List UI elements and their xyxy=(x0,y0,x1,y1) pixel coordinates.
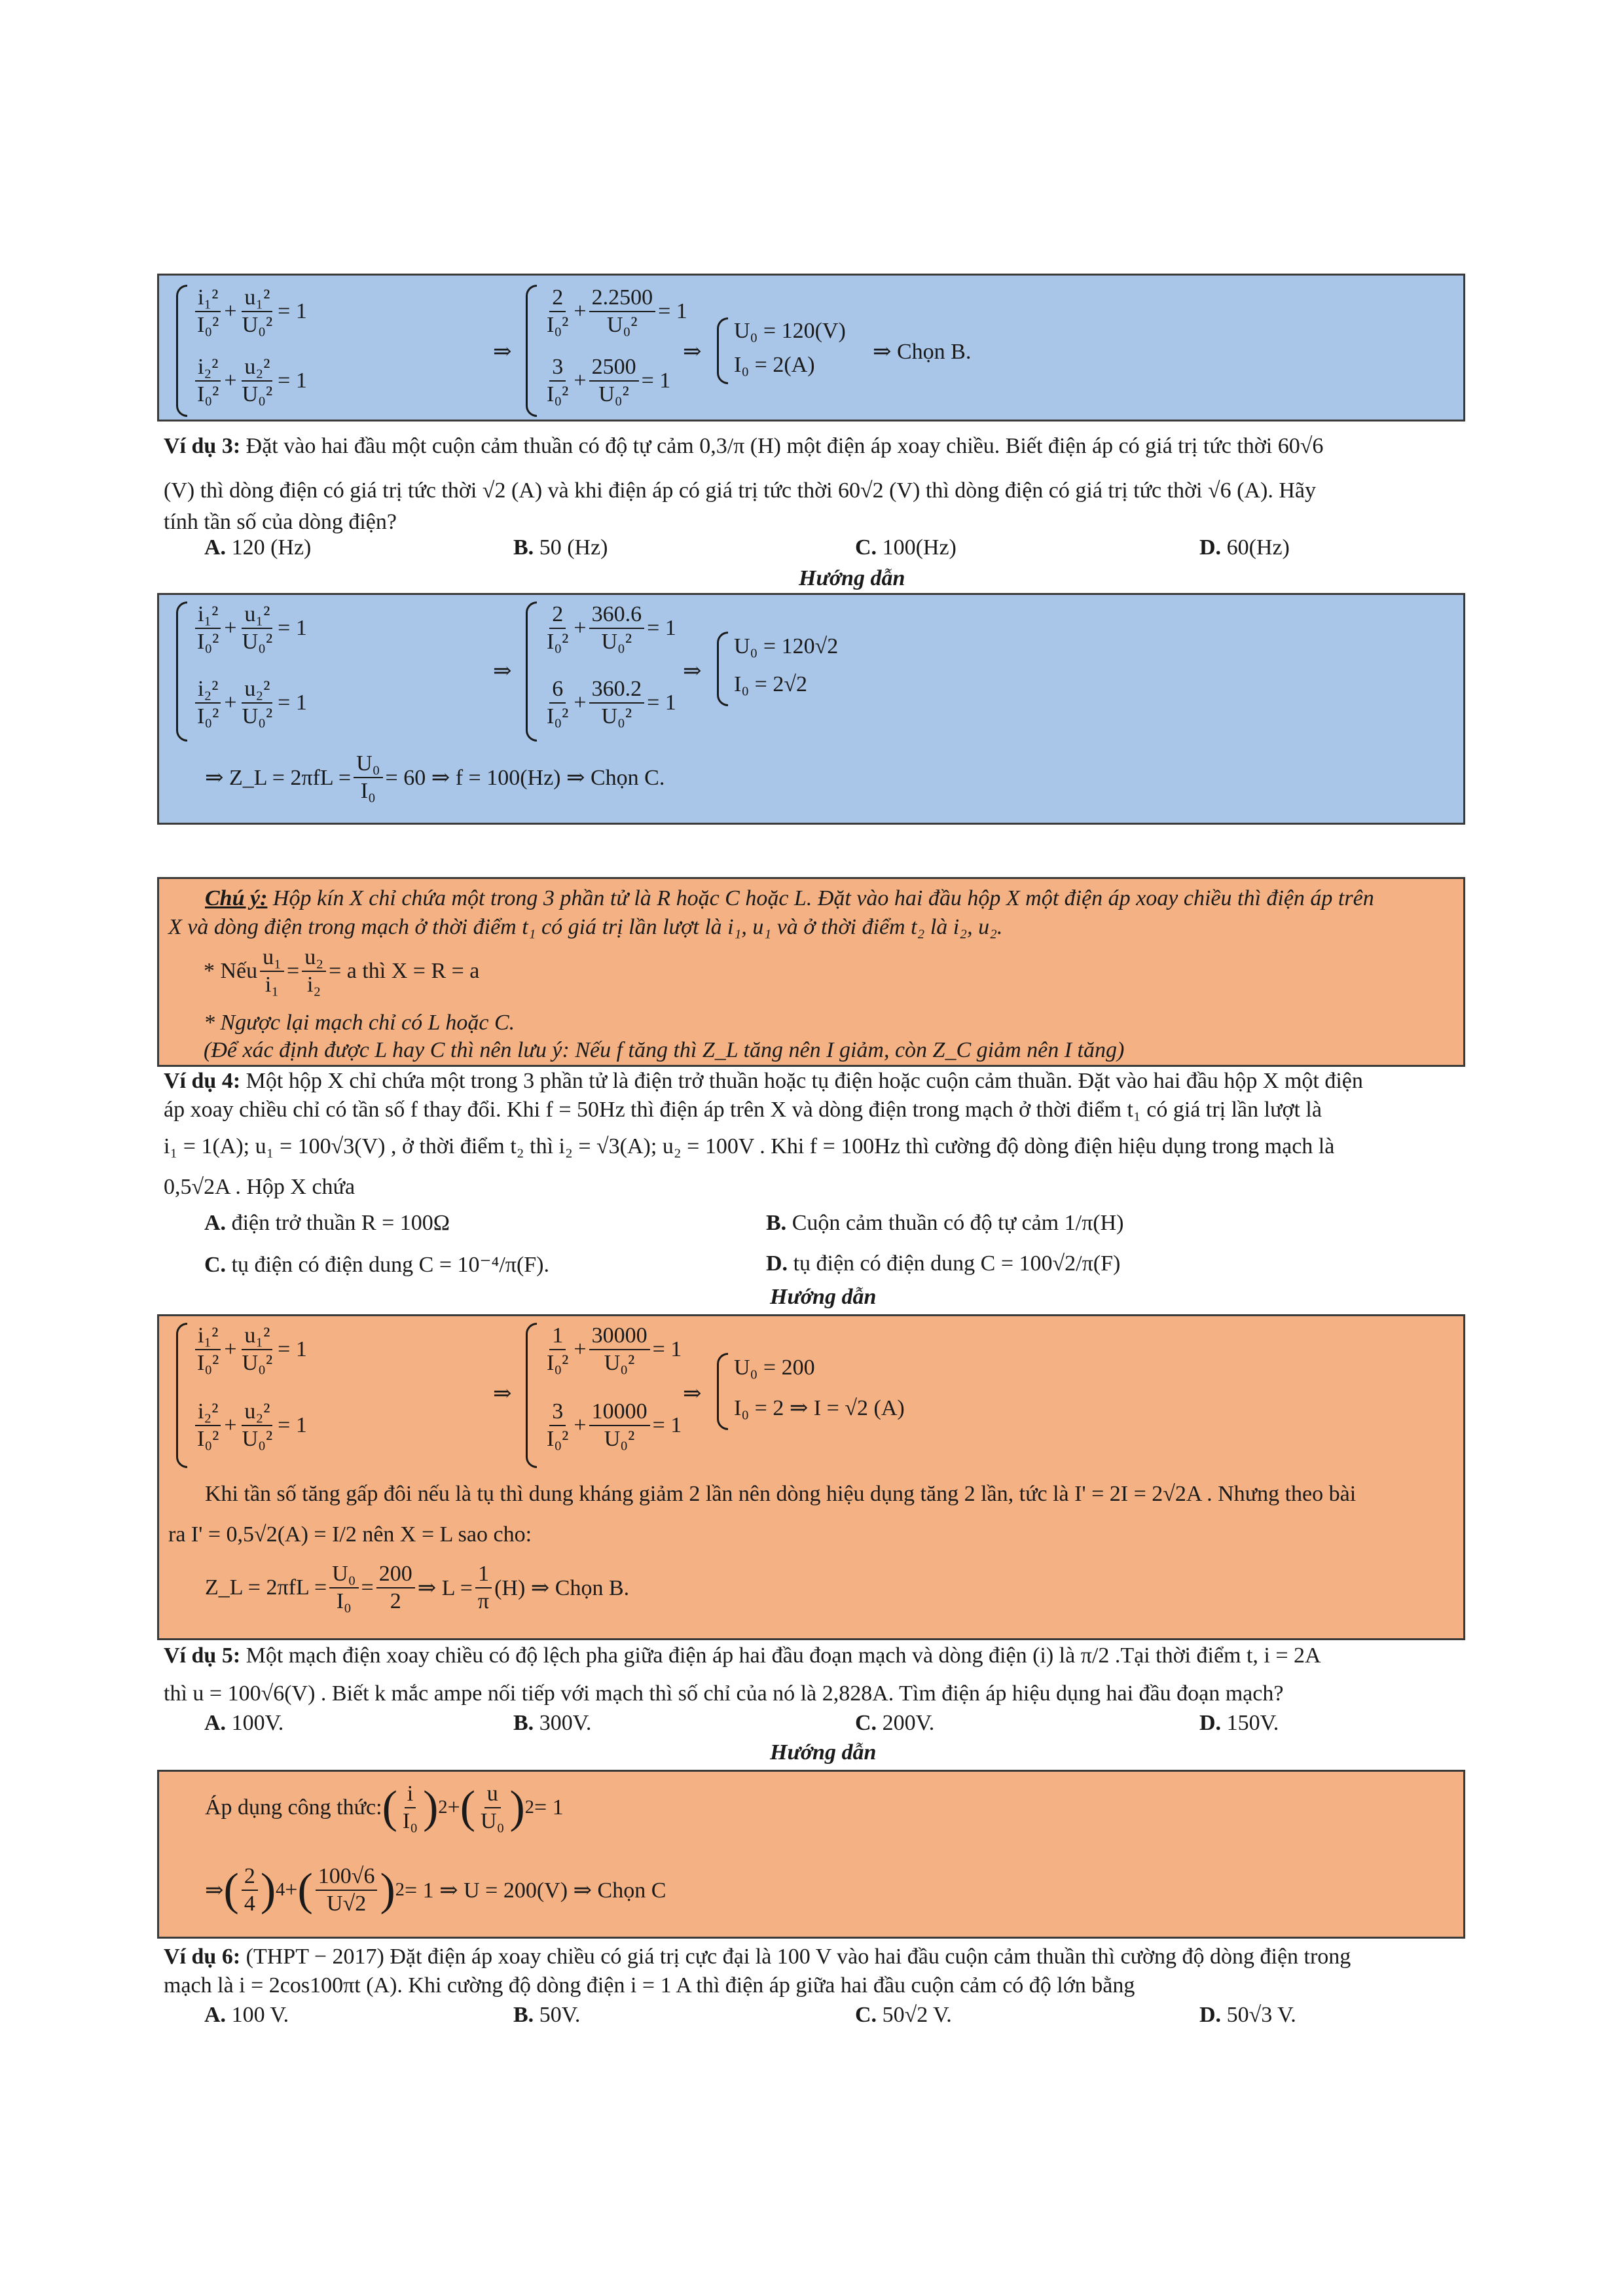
implies-arrow: ⇒ xyxy=(493,1382,512,1406)
implies-arrow: ⇒ xyxy=(493,659,512,683)
left-brace xyxy=(717,1353,728,1430)
option-b: B. Cuộn cảm thuần có độ tự cảm 1/π(H) xyxy=(766,1211,1124,1235)
note-line-2: X và dòng điện trong mạch ở thời điểm t₁ có giá trị lần lượt là i₁, u₁ và ở thời điểm t₂ là i₂, u₂. xyxy=(168,915,1003,939)
inductance-line: Z_L = 2πfL = $\frac{\text{U₀}}{\text{I₀}}$ = $\frac{200}{2}$ ⇒ L = $\frac{1}{\pi}$ (H) ⇒ Chọn B. xyxy=(205,1562,630,1613)
equation-row: $\frac{1}{\text{I₀²}}$ + $\frac{30000}{\text{U₀²}}$ = 1 xyxy=(547,1323,682,1375)
option-a: A. điện trở thuần R = 100Ω xyxy=(204,1211,450,1235)
equation-row: $\frac{3}{\text{I₀²}}$ + $\frac{10000}{\text{U₀²}}$ = 1 xyxy=(547,1399,682,1451)
equation-row: $\frac{\text{i₁²}}{\text{I₀²}}$ + $\frac{\text{u₁²}}{\text{U₀²}}$ = 1 xyxy=(192,601,307,655)
implies-arrow: ⇒ xyxy=(683,1382,702,1406)
note-line-5: (Để xác định được L hay C thì nên lưu ý: Nếu f tăng thì Z_L tăng nên I giảm, còn Z_C giảm nên I tăng) xyxy=(204,1038,1125,1062)
option-a: A. 100 V. xyxy=(204,2003,289,2027)
option-c: C. 100(Hz) xyxy=(855,535,957,560)
left-brace xyxy=(526,285,537,417)
equation-row: $\frac{2}{\text{I₀²}}$ + $\frac{2.2500}{\text{U₀²}}$ = 1 xyxy=(547,285,687,337)
result-u0: U₀ = 120(V) xyxy=(734,319,846,343)
left-brace xyxy=(526,601,537,742)
equation-row: $\frac{\text{i₂²}}{\text{I₀²}}$ + $\frac{\text{u₂²}}{\text{U₀²}}$ = 1 xyxy=(192,676,307,730)
equation-row: $\frac{\text{i₁²}}{\text{I₀²}}$ + $\frac{\text{u₁²}}{\text{U₀²}}$ = 1 xyxy=(192,285,307,338)
note-condition: * Nếu $\frac{\text{u₁}}{\text{i₁}}$ = $\frac{\text{u₂}}{\text{i₂}}$ = a thì X = R = a xyxy=(204,945,480,997)
left-brace xyxy=(176,285,187,417)
note-box xyxy=(157,877,1465,1067)
left-brace xyxy=(717,632,728,706)
guide-heading: Hướng dẫn xyxy=(799,566,905,590)
result-i0: I₀ = 2 ⇒ I = √2 (A) xyxy=(734,1396,905,1420)
result-i0: I₀ = 2√2 xyxy=(734,672,808,696)
equation-row: $\frac{6}{\text{I₀²}}$ + $\frac{360.2}{\text{U₀²}}$ = 1 xyxy=(547,677,676,728)
choice-text: ⇒ Chọn B. xyxy=(873,340,972,364)
implies-arrow: ⇒ xyxy=(683,659,702,683)
option-d: D. 50√3 V. xyxy=(1199,2003,1296,2027)
option-d: D. tụ điện có điện dung C = 100√2/π(F) xyxy=(766,1251,1121,1276)
example-4-line-1: Ví dụ 4: Một hộp X chỉ chứa một trong 3 phần tử là điện trở thuần hoặc tụ điện hoặc cuộn cảm thuần. Đặt vào hai đầu hộp X một điện xyxy=(164,1069,1363,1093)
implies-arrow: ⇒ xyxy=(683,340,702,364)
frequency-line: ⇒ Z_L = 2πfL = $\frac{\text{U₀}}{\text{I₀}}$ = 60 ⇒ f = 100(Hz) ⇒ Chọn C. xyxy=(205,751,665,803)
option-d: D. 60(Hz) xyxy=(1199,535,1290,560)
result-u0: U₀ = 120√2 xyxy=(734,634,839,658)
option-c: C. 50√2 V. xyxy=(855,2003,952,2027)
example-4-line-4: 0,5√2A . Hộp X chứa xyxy=(164,1175,356,1199)
solution-line: ⇒ ( $\frac{2}{4}$ ) 4 + ( $\frac{100√6}{U√2}$ ) 2 = 1 ⇒ U = 200(V) ⇒ Chọn C xyxy=(205,1864,666,1916)
formula-line: Áp dụng công thức: ( $\frac{i}{\text{I₀}}$ ) 2 + ( $\frac{u}{\text{U₀}}$ ) 2 = 1 xyxy=(205,1782,564,1833)
solution-box-3 xyxy=(157,1314,1465,1640)
example-4-line-2: áp xoay chiều chỉ có tần số f thay đổi. Khi f = 50Hz thì điện áp trên X và dòng điện trong mạch ở thời điểm t₁ có giá trị lần lượt là xyxy=(164,1098,1322,1122)
left-brace xyxy=(526,1323,537,1468)
equation-row: $\frac{3}{\text{I₀²}}$ + $\frac{2500}{\text{U₀²}}$ = 1 xyxy=(547,355,671,406)
left-brace xyxy=(717,317,728,384)
guide-heading: Hướng dẫn xyxy=(770,1285,877,1309)
equation-row: $\frac{\text{i₂²}}{\text{I₀²}}$ + $\frac{\text{u₂²}}{\text{U₀²}}$ = 1 xyxy=(192,354,307,408)
option-a: A. 100V. xyxy=(204,1711,284,1735)
option-c: C. 200V. xyxy=(855,1711,935,1735)
solution-box-4 xyxy=(157,1770,1465,1939)
equation-row: $\frac{\text{i₁²}}{\text{I₀²}}$ + $\frac{\text{u₁²}}{\text{U₀²}}$ = 1 xyxy=(192,1323,307,1376)
example-3-line-1: Ví dụ 3: Đặt vào hai đầu một cuộn cảm thuần có độ tự cảm 0,3/π (H) một điện áp xoay chiều. Biết điện áp có giá trị tức thời 60√6 xyxy=(164,434,1324,458)
option-b: B. 50V. xyxy=(513,2003,581,2027)
explanation-line-2: ra I' = 0,5√2(A) = I/2 nên X = L sao cho: xyxy=(168,1522,532,1547)
option-b: B. 300V. xyxy=(513,1711,592,1735)
solution-box-2 xyxy=(157,593,1465,825)
note-line-1: Chú ý: Hộp kín X chỉ chứa một trong 3 phần tử là R hoặc C hoặc L. Đặt vào hai đầu hộp X một điện áp xoay chiều thì điện áp trên xyxy=(205,886,1374,910)
equation-row: $\frac{\text{i₂²}}{\text{I₀²}}$ + $\frac{\text{u₂²}}{\text{U₀²}}$ = 1 xyxy=(192,1399,307,1452)
result-i0: I₀ = 2(A) xyxy=(734,353,815,377)
explanation-line-1: Khi tần số tăng gấp đôi nếu là tụ thì dung kháng giảm 2 lần nên dòng hiệu dụng tăng 2 lần, tức là I' = 2I = 2√2A . Nhưng theo bài xyxy=(205,1482,1357,1506)
example-4-line-3: i₁ = 1(A); u₁ = 100√3(V) , ở thời điểm t₂ thì i₂ = √3(A); u₂ = 100V . Khi f = 100Hz thì cường độ dòng điện hiệu dụng trong mạch là xyxy=(164,1134,1335,1158)
example-3-line-2: (V) thì dòng điện có giá trị tức thời √2 (A) và khi điện áp có giá trị tức thời 60√2 (V) thì dòng điện có giá trị tức thời √6 (A). Hãy xyxy=(164,478,1316,503)
example-5-line-2: thì u = 100√6(V) . Biết k mắc ampe nối tiếp với mạch thì số chỉ của nó là 2,828A. Tìm điện áp hiệu dụng hai đầu đoạn mạch? xyxy=(164,1681,1284,1706)
example-5-line-1: Ví dụ 5: Một mạch điện xoay chiều có độ lệch pha giữa điện áp hai đầu đoạn mạch và dòng điện (i) là π/2 .Tại thời điểm t, i = 2A xyxy=(164,1643,1321,1668)
result-u0: U₀ = 200 xyxy=(734,1355,815,1380)
example-6-line-2: mạch là i = 2cos100πt (A). Khi cường độ dòng điện i = 1 A thì điện áp giữa hai đầu cuộn cảm có độ lớn bằng xyxy=(164,1973,1135,1998)
implies-arrow: ⇒ xyxy=(493,340,512,364)
left-brace xyxy=(176,601,187,742)
option-b: B. 50 (Hz) xyxy=(513,535,608,560)
note-line-4: * Ngược lại mạch chỉ có L hoặc C. xyxy=(204,1011,515,1035)
option-c: C. tụ điện có điện dung C = 10⁻⁴/π(F). xyxy=(204,1253,549,1277)
left-brace xyxy=(176,1323,187,1468)
option-a: A. 120 (Hz) xyxy=(204,535,312,560)
solution-box-1 xyxy=(157,274,1465,422)
guide-heading: Hướng dẫn xyxy=(770,1740,877,1765)
option-d: D. 150V. xyxy=(1199,1711,1279,1735)
example-6-line-1: Ví dụ 6: (THPT − 2017) Đặt điện áp xoay chiều có giá trị cực đại là 100 V vào hai đầu cuộn cảm thuần thì cường độ dòng điện trong xyxy=(164,1945,1351,1969)
equation-row: $\frac{2}{\text{I₀²}}$ + $\frac{360.6}{\text{U₀²}}$ = 1 xyxy=(547,602,676,654)
example-3-line-3: tính tần số của dòng điện? xyxy=(164,510,397,534)
